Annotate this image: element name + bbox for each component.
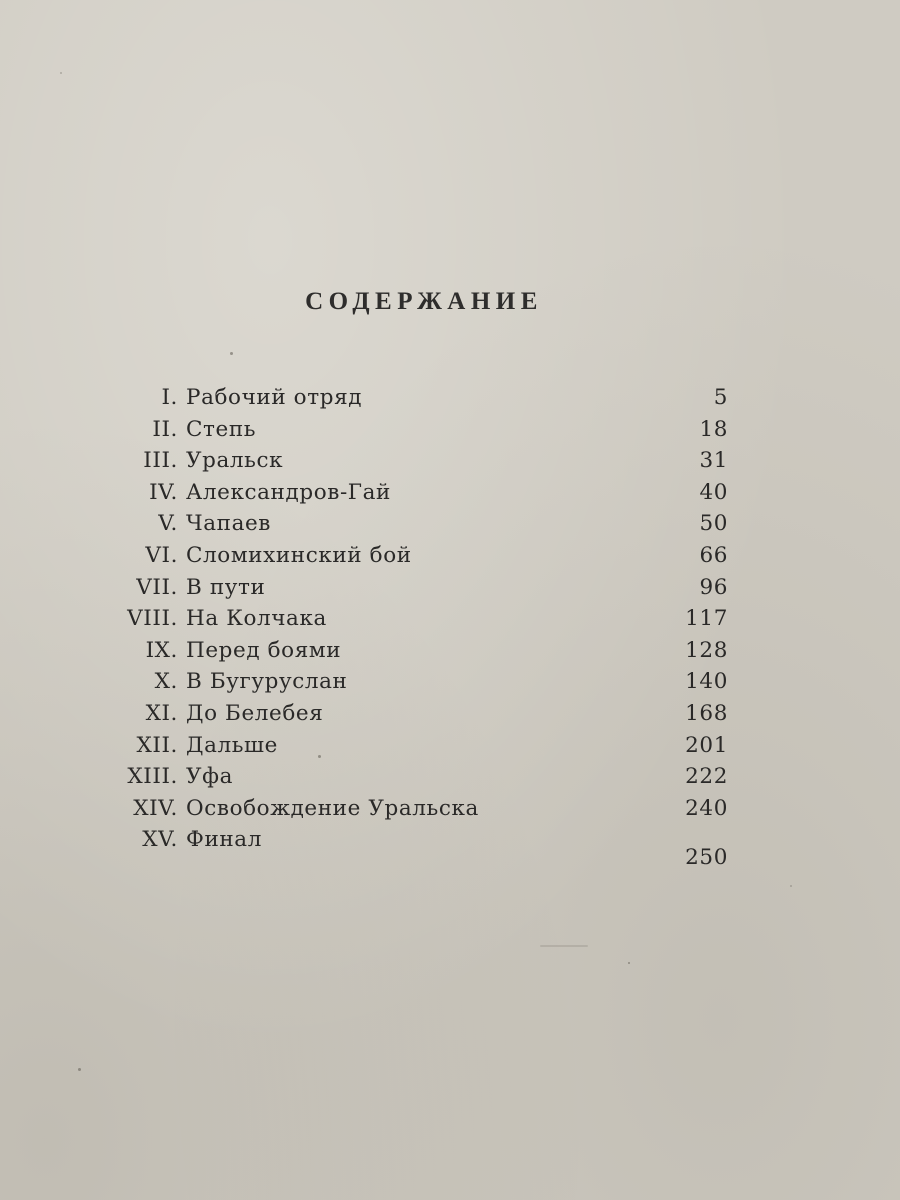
paper-speck: [540, 945, 588, 947]
page-number: 117: [685, 606, 728, 632]
toc-entry: [0, 508, 900, 540]
paper-speck: [230, 352, 233, 355]
chapter-number: XI.: [145, 700, 178, 726]
chapter-title: Рабочий отряд: [186, 385, 363, 410]
toc-entry: [0, 635, 900, 667]
chapter-title: Финал: [186, 827, 262, 853]
page-number: 250: [685, 845, 728, 871]
chapter-title: Сломихинский бой: [186, 542, 412, 568]
chapter-title: Дальше: [186, 732, 278, 758]
toc-entry: [0, 540, 900, 572]
toc-entry: [0, 698, 900, 730]
chapter-title: В Бугуруслан: [186, 669, 348, 695]
chapter-title: Александров-Гай: [186, 479, 391, 505]
toc-entry: [0, 414, 900, 446]
page-number: 50: [699, 511, 728, 537]
chapter-title: Степь: [186, 416, 257, 442]
toc-entry: [0, 824, 900, 871]
toc-entry: [0, 382, 900, 414]
toc-entry: [0, 666, 900, 698]
page-number: 66: [699, 542, 728, 568]
toc-entry: [0, 793, 900, 825]
chapter-number: IV.: [149, 479, 178, 505]
paper-speck: [628, 962, 630, 964]
page-number: 96: [699, 574, 728, 600]
chapter-number: XIV.: [133, 795, 178, 821]
chapter-title: Уральск: [186, 448, 284, 474]
page-number: 31: [699, 448, 728, 474]
chapter-title: Чапаев: [186, 511, 272, 537]
paper-speck: [60, 72, 62, 74]
chapter-title: До Белебея: [186, 700, 324, 726]
chapter-number: IX.: [145, 637, 178, 663]
toc-entry: [0, 477, 900, 509]
page-number: 5: [713, 385, 728, 410]
chapter-title: Уфа: [186, 764, 233, 790]
page-number: 18: [699, 416, 728, 442]
page-number: 168: [685, 700, 728, 726]
chapter-number: I.: [161, 385, 178, 410]
chapter-title: Освобождение Уральска: [186, 795, 479, 821]
toc-entry: [0, 761, 900, 793]
chapter-number: XII.: [136, 732, 178, 758]
paper-speck: [318, 755, 321, 758]
chapter-number: III.: [143, 448, 178, 474]
toc-entry: [0, 603, 900, 635]
page-number: 201: [685, 732, 728, 758]
chapter-number: VI.: [145, 542, 178, 568]
toc-entry: [0, 572, 900, 604]
chapter-number: II.: [152, 416, 178, 442]
toc-entry: [0, 445, 900, 477]
chapter-title: На Колчака: [186, 606, 327, 632]
paper-speck: [790, 885, 792, 887]
page-title: СОДЕРЖАНИЕ: [305, 288, 543, 315]
toc-entry: [0, 730, 900, 762]
page-number: 40: [699, 479, 728, 505]
chapter-number: VIII.: [127, 606, 178, 632]
chapter-number: V.: [158, 511, 178, 537]
page-number: 140: [685, 669, 728, 695]
chapter-number: XIII.: [127, 764, 178, 790]
table-of-contents: [0, 382, 900, 871]
chapter-title: В пути: [186, 574, 266, 600]
page-number: 222: [685, 764, 728, 790]
page-number: 240: [685, 795, 728, 821]
chapter-number: X.: [154, 669, 178, 695]
chapter-title: Перед боями: [186, 637, 342, 663]
chapter-number: VII.: [136, 574, 178, 600]
paper-speck: [78, 1068, 81, 1071]
chapter-number: XV.: [142, 827, 178, 853]
page-number: 128: [685, 637, 728, 663]
